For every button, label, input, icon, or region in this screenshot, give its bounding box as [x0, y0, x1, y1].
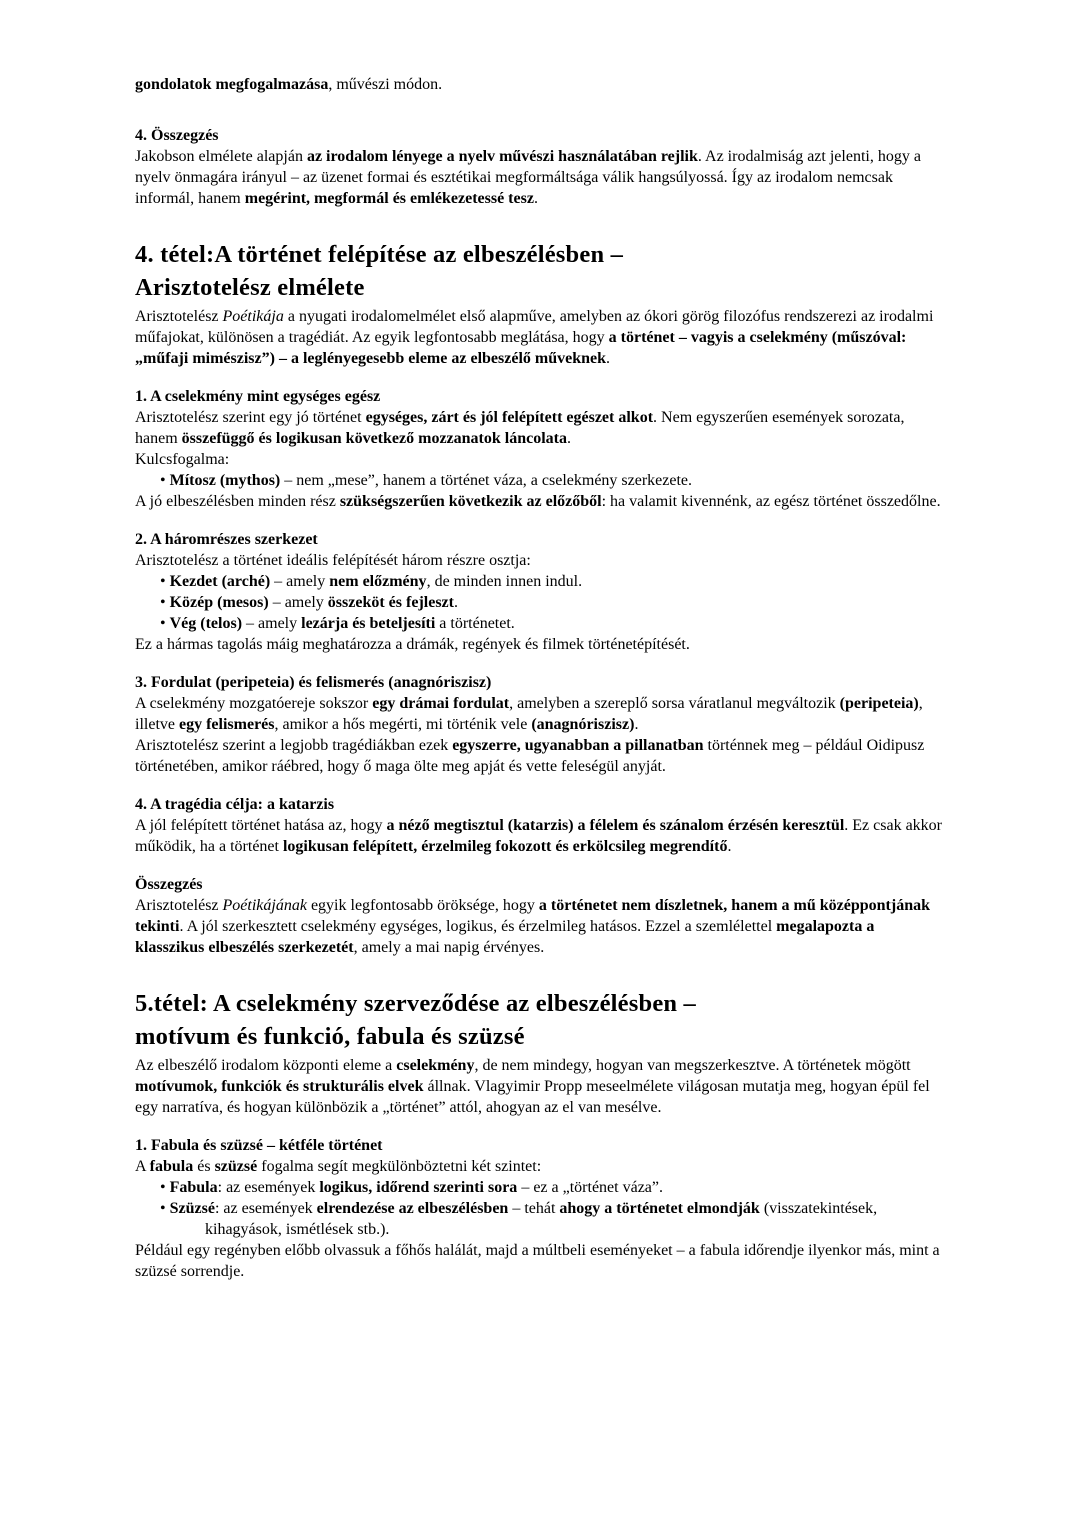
text-run: Vég (telos)	[169, 615, 243, 632]
text-run: Például egy regényben előbb olvassuk a főhős halálát, majd a múltbeli eseményeket – a fabula időrendje ilyenkor más, mint a szüzsé sorrendje.	[135, 1242, 940, 1280]
text-run: szüzsé	[214, 1158, 258, 1175]
text-run: Arisztotelész	[135, 308, 223, 325]
text-run: . Ez csak akkor működik, ha a történet	[135, 817, 942, 855]
text-run: A jól felépített történet hatása az, hogy	[135, 817, 387, 834]
text-run: a nyugati irodalomelmélet első alapműve, amelyben az ókori görög filozófus rendszerezi az irodalmi műfajokat, különösen a tragédiát. Az egyik legfontosabb meglátása, hogy	[135, 308, 934, 346]
bullet-item	[135, 571, 945, 592]
text-run: : az események	[217, 1179, 320, 1196]
text-run: Poétikájának	[222, 897, 307, 914]
paragraph	[135, 634, 945, 655]
text-run: Arisztotelész a történet ideális felépítését három részre osztja:	[135, 552, 531, 569]
text-run: •	[160, 472, 170, 489]
text-run: összefüggő és logikusan következő mozzanatok láncolata	[181, 430, 567, 447]
text-run: állnak. Vlagyimir Propp meseelmélete világosan mutatja meg, hogyan épül fel egy narratíva, és hogyan különbözik a „történet” attól, ahogyan az el van mesélve.	[135, 1078, 930, 1116]
section-heading	[135, 672, 945, 693]
bullet-item	[135, 592, 945, 613]
paragraph	[135, 146, 945, 209]
text-run: 1. A cselekmény mint egységes egész	[135, 388, 381, 405]
paragraph	[135, 407, 945, 449]
paragraph	[135, 735, 945, 777]
text-run: Mítosz (mythos)	[169, 472, 281, 489]
text-run: Közép (mesos)	[169, 594, 269, 611]
text-run: Ez a hármas tagolás máig meghatározza a drámák, regények és filmek történetépítését.	[135, 636, 690, 653]
text-run: 3. Fordulat (peripeteia) és felismerés (anagnóriszisz)	[135, 674, 492, 691]
text-run: motívumok, funkciók és strukturális elvek	[135, 1078, 424, 1095]
paragraph	[135, 815, 945, 857]
text-run: elrendezése az elbeszélésben	[316, 1200, 509, 1217]
text-run: nem előzmény	[329, 573, 427, 590]
paragraph	[135, 693, 945, 735]
text-run: 4. tétel:A történet felépítése az elbeszélésben –	[135, 241, 624, 268]
text-run: ahogy a történetet elmondják	[559, 1200, 760, 1217]
text-run: .	[453, 594, 458, 611]
text-run: .	[606, 350, 611, 367]
text-run: Jakobson elmélete alapján	[135, 148, 307, 165]
text-run: gondolatok megfogalmazása	[135, 76, 329, 93]
text-run: Arisztotelész elmélete	[135, 274, 365, 301]
section-heading	[135, 125, 945, 146]
section-heading	[135, 529, 945, 550]
text-run: történnek meg – például Oidipusz történetében, amikor ráébred, hogy ő maga ölte meg apját és vette feleségül anyját.	[135, 737, 925, 775]
paragraph	[135, 1055, 945, 1118]
paragraph	[135, 449, 945, 470]
text-run: egy drámai fordulat	[372, 695, 510, 712]
text-run: – tehát	[508, 1200, 560, 1217]
text-run: 4. A tragédia célja: a katarzis	[135, 796, 335, 813]
text-run: .	[727, 838, 732, 855]
paragraph	[135, 1156, 945, 1177]
text-run: lezárja és beteljesíti	[301, 615, 436, 632]
text-run: egy felismerés	[178, 716, 275, 733]
text-run: a történetet.	[435, 615, 515, 632]
section-heading	[135, 386, 945, 407]
text-run: : az események	[214, 1200, 317, 1217]
text-run: logikusan felépített, érzelmileg fokozott és erkölcsileg megrendítő	[282, 838, 728, 855]
text-run: a történet – vagyis a cselekmény (műszóval: „műfaji mimészisz”) – a leglényegesebb eleme az elbeszélő műveknek	[135, 329, 907, 367]
text-run: szükségszerűen következik az előzőből	[339, 493, 602, 510]
text-run: Arisztotelész szerint a legjobb tragédiákban ezek	[135, 737, 453, 754]
text-run: , amikor a hős megérti, mi történik vele	[274, 716, 532, 733]
text-run: 1. Fabula és szüzsé – kétféle történet	[135, 1137, 383, 1154]
text-run: •	[160, 573, 170, 590]
text-run: •	[160, 615, 170, 632]
text-run: Arisztotelész szerint egy jó történet	[135, 409, 366, 426]
paragraph	[135, 491, 945, 512]
text-run: , amely a mai napig érvényes.	[353, 939, 545, 956]
text-run: Az elbeszélő irodalom központi eleme a	[135, 1057, 397, 1074]
text-run: az irodalom lényege a nyelv művészi használatában rejlik	[306, 148, 698, 165]
chapter-title	[135, 987, 945, 1053]
bullet-item	[135, 1177, 945, 1198]
paragraph	[135, 74, 945, 95]
paragraph	[135, 550, 945, 571]
text-run: Összegzés	[135, 876, 203, 893]
text-run: , művészi módon.	[328, 76, 443, 93]
text-run: Arisztotelész	[135, 897, 223, 914]
text-run: •	[160, 594, 170, 611]
text-run: .	[634, 716, 639, 733]
text-run: – amely	[242, 615, 302, 632]
text-run: . Nem egyszerűen események sorozata, hanem	[135, 409, 905, 447]
text-run: Szüzsé	[169, 1200, 215, 1217]
text-run: (visszatekintések, kihagyások, ismétlések stb.).	[205, 1200, 878, 1238]
text-run: megérint, megformál és emlékezetessé tesz	[244, 190, 534, 207]
text-run: – nem „mese”, hanem a történet váza, a cselekmény szerkezete.	[280, 472, 693, 489]
text-run: a történetet nem díszletnek, hanem a mű középpontjának tekinti	[135, 897, 930, 935]
text-run: •	[160, 1200, 170, 1217]
text-run: (peripeteia)	[839, 695, 919, 712]
text-run: egységes, zárt és jól felépített egészet alkot	[365, 409, 654, 426]
text-run: fabula	[149, 1158, 194, 1175]
text-run: : ha valamit kivennénk, az egész történet összedőlne.	[601, 493, 941, 510]
section-heading	[135, 1135, 945, 1156]
text-run: 4. Összegzés	[135, 127, 219, 144]
text-run: A cselekmény mozgatóereje sokszor	[135, 695, 373, 712]
text-run: és	[193, 1158, 215, 1175]
text-run: – amely	[270, 573, 330, 590]
paragraph	[135, 895, 945, 958]
paragraph	[135, 306, 945, 369]
text-run: Fabula	[169, 1179, 218, 1196]
text-run: cselekmény	[396, 1057, 475, 1074]
text-run: összeköt és fejleszt	[327, 594, 454, 611]
bullet-item	[135, 1198, 945, 1240]
section-heading	[135, 794, 945, 815]
text-run: motívum és funkció, fabula és szüzsé	[135, 1023, 525, 1050]
text-run: Kulcsfogalma:	[135, 451, 230, 468]
text-run: . Az irodalmiság azt jelenti, hogy a nyelv önmagára irányul – az üzenet formai és esztétikai megformáltsága válik hangsúlyossá. Így az irodalom nemcsak informál, hanem	[135, 148, 921, 207]
text-run: 5.tétel: A cselekmény szerveződése az elbeszélésben –	[135, 990, 696, 1017]
text-run: , amelyben a szereplő sorsa váratlanul megváltozik	[509, 695, 840, 712]
chapter-title	[135, 238, 945, 304]
text-run: , de nem mindegy, hogyan van megszerkesztve. A történetek mögött	[474, 1057, 911, 1074]
text-run: a néző megtisztul (katarzis) a félelem és szánalom érzésén keresztül	[386, 817, 845, 834]
text-run: megalapozta a klasszikus elbeszélés szerkezetét	[135, 918, 875, 956]
text-run: .	[566, 430, 571, 447]
text-run: fogalma segít megkülönböztetni két szintet:	[257, 1158, 542, 1175]
text-run: egyik legfontosabb öröksége, hogy	[306, 897, 539, 914]
text-run: – amely	[268, 594, 328, 611]
text-run: , de minden innen indul.	[426, 573, 583, 590]
text-run: . A jól szerkesztett cselekmény egységes, logikus, és érzelmileg hatásos. Ezzel a szemlélettel	[179, 918, 777, 935]
bullet-item	[135, 613, 945, 634]
text-run: •	[160, 1179, 170, 1196]
section-heading	[135, 874, 945, 895]
text-run: .	[533, 190, 538, 207]
text-run: logikus, időrend szerinti sora	[319, 1179, 518, 1196]
text-run: A	[135, 1158, 150, 1175]
text-run: A jó elbeszélésben minden rész	[135, 493, 340, 510]
paragraph	[135, 1240, 945, 1282]
text-run: egyszerre, ugyanabban a pillanatban	[452, 737, 704, 754]
text-run: Kezdet (arché)	[169, 573, 271, 590]
bullet-item	[135, 470, 945, 491]
text-run: – ez a „történet váza”.	[517, 1179, 663, 1196]
text-run: Poétikája	[222, 308, 284, 325]
text-run: (anagnóriszisz)	[531, 716, 635, 733]
text-run: , illetve	[135, 695, 923, 733]
text-run: 2. A háromrészes szerkezet	[135, 531, 318, 548]
